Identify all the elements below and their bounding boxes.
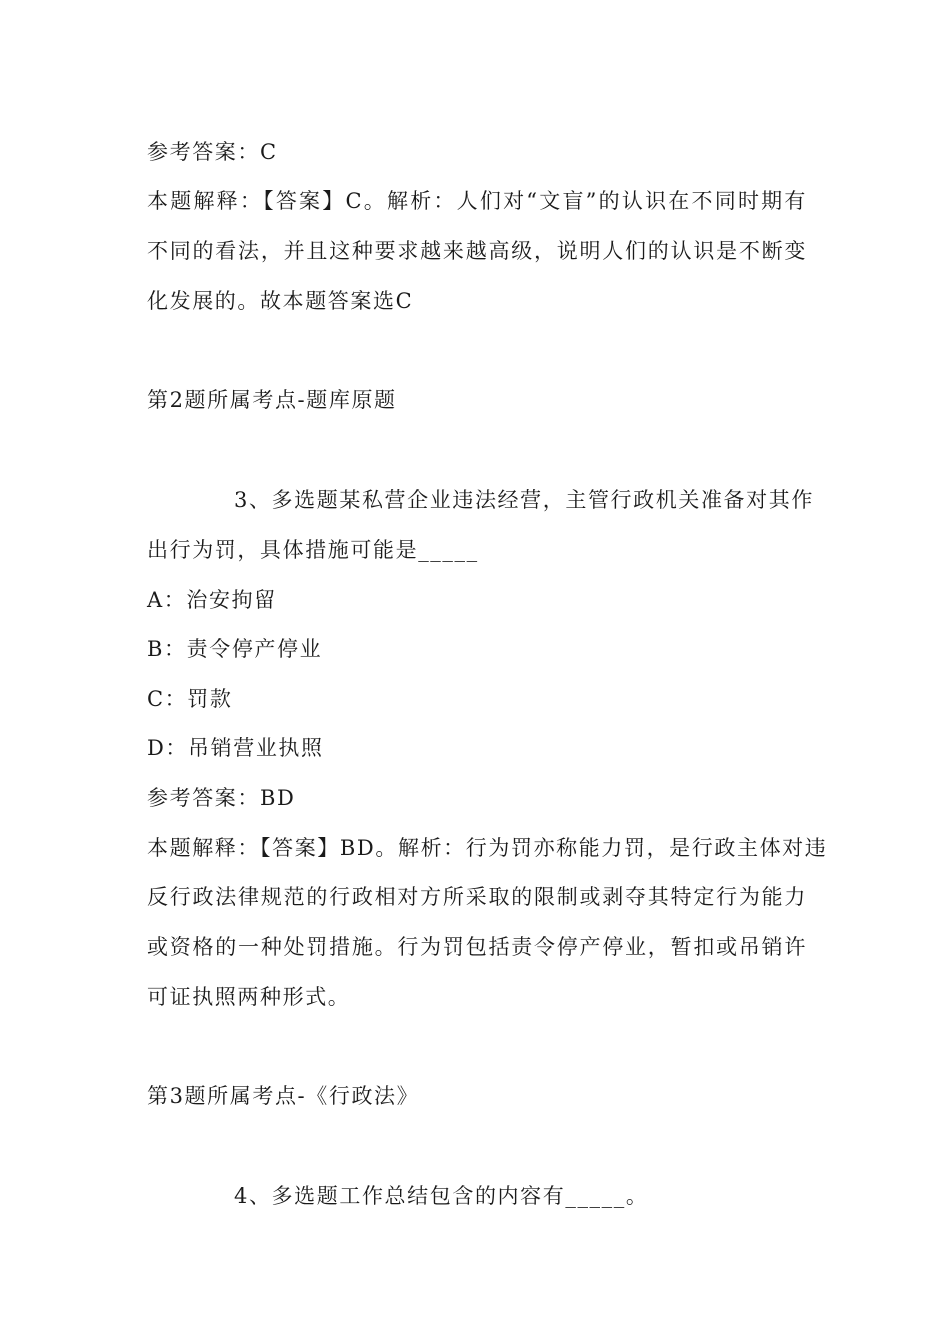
q3-option-a: A：治安拘留: [147, 588, 277, 612]
q2-answer: 参考答案：C: [147, 140, 278, 164]
q3-option-c: C：罚款: [147, 687, 233, 711]
q4-question-line-1: 4、多选题工作总结包含的内容有_____。: [234, 1184, 649, 1208]
q3-question-line-2: 出行为罚，具体措施可能是_____: [147, 538, 479, 562]
q3-answer: 参考答案：BD: [147, 786, 296, 810]
q3-explanation-line-3: 或资格的一种处罚措施。行为罚包括责令停产停业，暂扣或吊销许: [147, 935, 807, 959]
q2-explanation-line-3: 化发展的。故本题答案选C: [147, 289, 414, 313]
q3-question-line-1: 3、多选题某私营企业违法经营，主管行政机关准备对其作: [234, 488, 814, 512]
q2-explanation-line-2: 不同的看法，并且这种要求越来越高级，说明人们的认识是不断变: [147, 239, 807, 263]
q2-explanation-line-1: 本题解释：【答案】C。解析：人们对“文盲”的认识在不同时期有: [147, 189, 807, 213]
q2-topic: 第2题所属考点-题库原题: [147, 388, 397, 412]
q3-option-b: B：责令停产停业: [147, 637, 323, 661]
q3-topic: 第3题所属考点-《行政法》: [147, 1084, 420, 1108]
q3-explanation-line-2: 反行政法律规范的行政相对方所采取的限制或剥夺其特定行为能力: [147, 885, 807, 909]
q3-option-d: D：吊销营业执照: [147, 736, 324, 760]
q3-explanation-line-4: 可证执照两种形式。: [147, 985, 351, 1009]
q3-explanation-line-1: 本题解释：【答案】BD。解析：行为罚亦称能力罚，是行政主体对违: [147, 836, 828, 860]
